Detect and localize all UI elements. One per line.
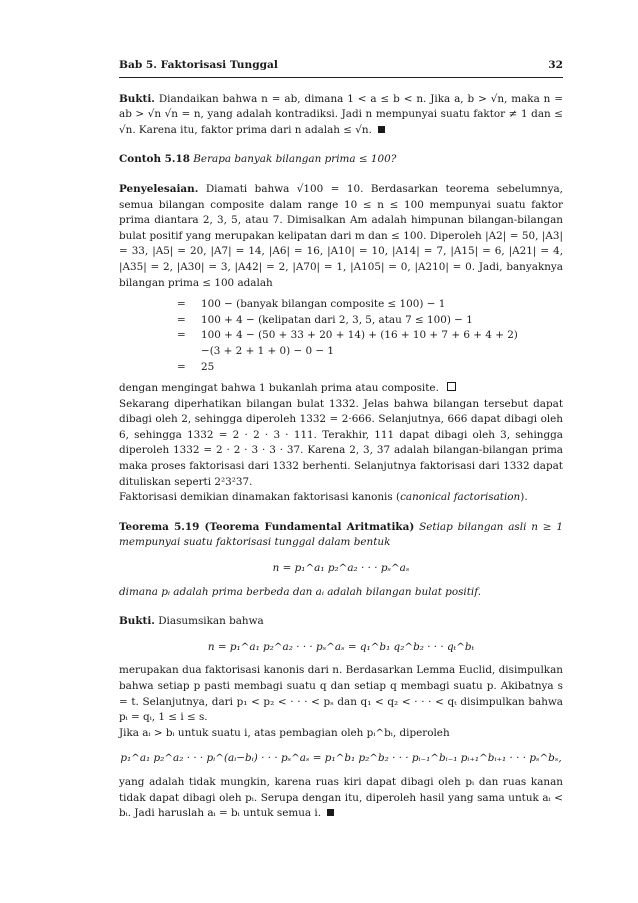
- theorem-label: Teorema 5.19 (Teorema Fundamental Aritmatika): [119, 520, 415, 533]
- proof-conclusion: yang adalah tidak mungkin, karena ruas kiri dapat dibagi oleh pᵢ dan ruas kanan tidak dapat dibagi oleh pᵢ. Serupa dengan itu, diperoleh hasil yang sama untuk aᵢ < bᵢ. Jadi haruslah aᵢ = bᵢ untuk semua i.: [119, 775, 563, 820]
- derivation-row: = 100 + 4 − (50 + 33 + 20 + 14) + (16 + 10 + 7 + 6 + 4 + 2): [177, 329, 518, 342]
- proof-intro: Diasumsikan bahwa: [158, 615, 264, 628]
- paragraph-1332: Sekarang diperhatikan bilangan bulat 1332. Jelas bahwa bilangan tersebut dapat dibagi oleh 2, sehingga diperoleh 1332 = 2·666. Selanjutnya, 666 dapat dibagi oleh 6, sehingga 1332 = 2 · 2 · 3 · 111. Terakhir, 111 dapat dibagi oleh 3, sehingga diperoleh 1332 = 2 · 2 · 3 · 3 · 37. Karena 2, 3, 37 adalah bilangan-bilangan prima maka proses faktorisasi dari 1332 berhenti. Selanjutnya faktorisasi dari 1332 dapat dituliskan seperti 2²3²37.: [119, 397, 563, 488]
- proof-label: Bukti.: [119, 92, 155, 105]
- book-page: [119, 58, 563, 822]
- example-label: Contoh 5.18: [119, 153, 190, 166]
- derivation: [177, 297, 563, 375]
- chapter-title: Bab 5. Faktorisasi Tunggal: [119, 59, 278, 71]
- paragraph-canonical: Faktorisasi demikian dinamakan faktorisasi kanonis (canonical factorisation).: [119, 491, 528, 504]
- page-number: 32: [548, 59, 563, 71]
- solution-block: [119, 182, 563, 506]
- derivation-row: −(3 + 2 + 1 + 0) − 0 − 1: [201, 344, 335, 357]
- theorem-block: [119, 520, 563, 600]
- proof-block-2: [119, 614, 563, 822]
- proof-block-1: [119, 92, 563, 139]
- factorization-formula: n = p₁^a₁ p₂^a₂ · · · pₛ^aₛ = q₁^b₁ q₂^b₂ · · · qₜ^bₜ: [207, 640, 475, 653]
- end-of-solution-icon: [447, 382, 456, 391]
- example-question: Berapa banyak bilangan prima ≤ 100?: [193, 153, 397, 166]
- theorem-text: Setiap bilangan asli n ≥ 1 mempunyai suatu faktorisasi tunggal dalam bentuk: [119, 520, 563, 549]
- theorem-formula: n = p₁^a₁ p₂^a₂ · · · pₛ^aₛ: [272, 562, 410, 575]
- division-formula: p₁^a₁ p₂^a₂ · · · pᵢ^(aᵢ−bᵢ) · · · pₛ^aₛ = p₁^b₁ p₂^b₂ · · · pᵢ₋₁^bᵢ₋₁ pᵢ₊₁^bᵢ₊₁ · · · pₛ^bₛ,: [120, 752, 562, 765]
- proof-label: Bukti.: [119, 615, 155, 628]
- theorem-after: dimana pᵢ adalah prima berbeda dan aᵢ adalah bilangan bulat positif.: [119, 585, 482, 598]
- proof-text: Diandaikan bahwa n = ab, dimana 1 < a ≤ b < n. Jika a, b > √n, maka n = ab > √n √n = n, yang adalah kontradiksi. Jadi n mempunyai suatu faktor ≠ 1 dan ≤ √n. Karena itu, faktor prima dari n adalah ≤ √n.: [119, 92, 563, 136]
- example-block: [119, 152, 563, 168]
- derivation-row: = 100 + 4 − (kelipatan dari 2, 3, 5, atau 7 ≤ 100) − 1: [177, 313, 473, 326]
- solution-label: Penyelesaian.: [119, 182, 199, 195]
- proof-text: merupakan dua faktorisasi kanonis dari n. Berdasarkan Lemma Euclid, disimpulkan bahwa setiap p pasti membagi suatu q dan setiap q membagi suatu p. Akibatnya s = t. Selanjutnya, dari p₁ < p₂ < · · · < pₛ dan q₁ < q₂ < · · · < qₜ disimpulkan bahwa pᵢ = qᵢ, 1 ≤ i ≤ s.: [119, 664, 563, 724]
- solution-note: dengan mengingat bahwa 1 bukanlah prima atau composite.: [119, 382, 439, 395]
- solution-text: Diamati bahwa √100 = 10. Berdasarkan teorema sebelumnya, semua bilangan composite dalam range 10 ≤ n ≤ 100 mempunyai suatu faktor prima diantara 2, 3, 5, atau 7. Dimisalkan Am adalah himpunan bilangan-bilangan bulat positif yang merupakan kelipatan dari m dan ≤ 100. Diperoleh |A2| = 50, |A3| = 33, |A5| = 20, |A7| = 14, |A6| = 16, |A10| = 10, |A14| = 7, |A15| = 6, |A21| = 4, |A35| = 2, |A30| = 3, |A42| = 2, |A70| = 1, |A105| = 0, |A210| = 0. Jadi, banyaknya bilangan prima ≤ 100 adalah: [119, 182, 563, 289]
- qed-icon: [378, 126, 385, 133]
- qed-icon: [327, 809, 334, 816]
- running-header: [119, 58, 563, 78]
- derivation-row: = 25: [177, 360, 215, 373]
- derivation-row: = 100 − (banyak bilangan composite ≤ 100) − 1: [177, 298, 446, 311]
- proof-text: Jika aᵢ > bᵢ untuk suatu i, atas pembagian oleh pᵢ^bᵢ, diperoleh: [119, 726, 450, 739]
